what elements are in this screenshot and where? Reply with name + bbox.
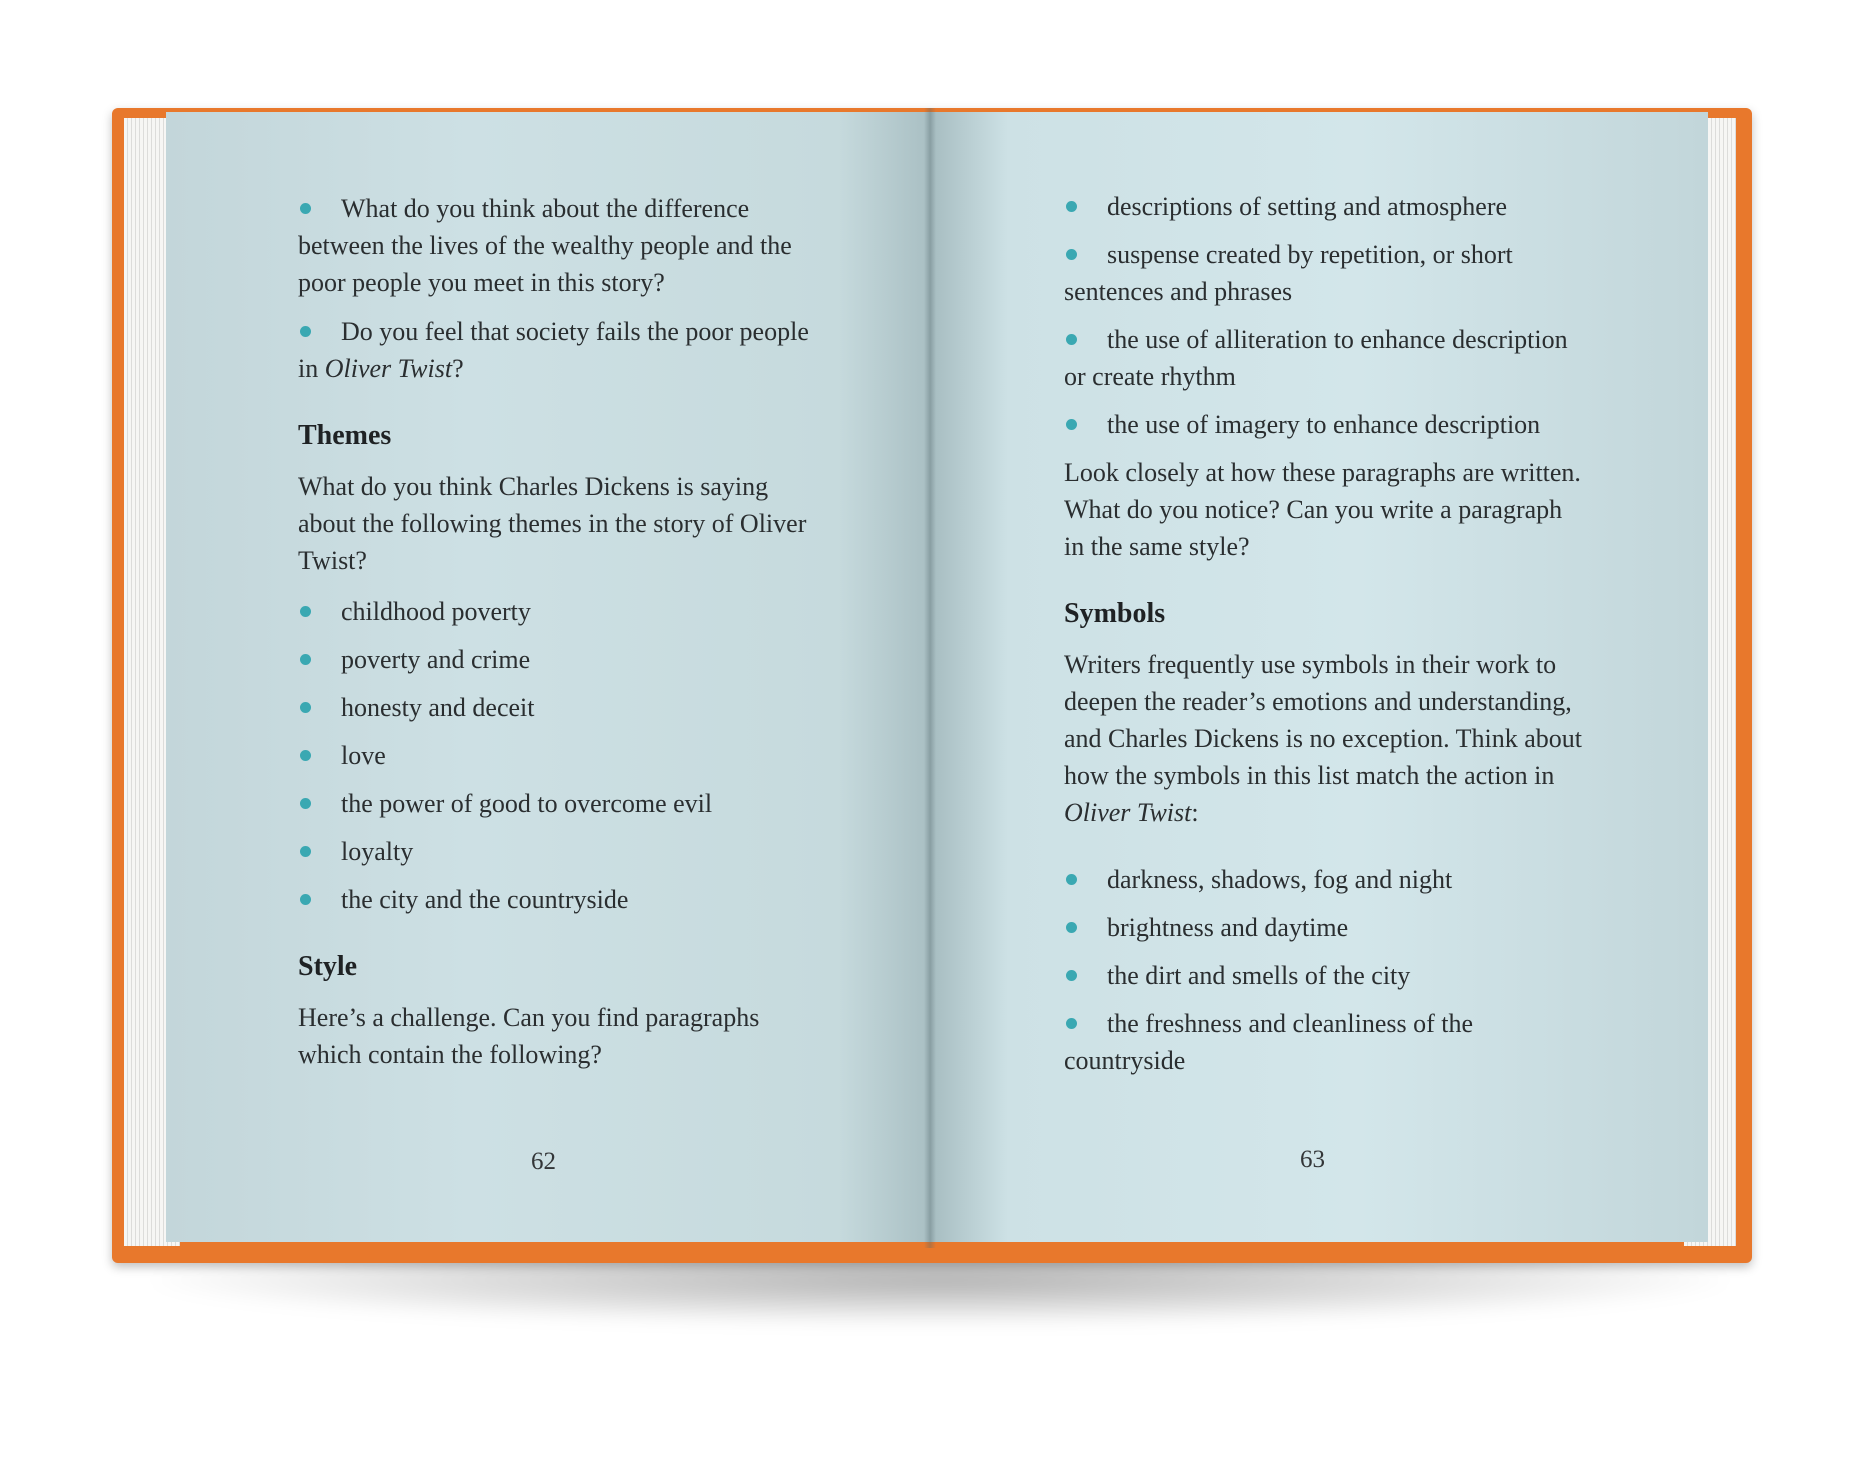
list-item: [298, 313, 818, 387]
theme-text: love: [341, 741, 386, 770]
symbol-text: the dirt and smells of the city: [1107, 961, 1411, 990]
left-page-content: [298, 190, 818, 1087]
bullet-icon: [1066, 874, 1077, 885]
bullet-text-end: ?: [452, 354, 464, 383]
list-item: [298, 785, 818, 822]
list-item: [298, 833, 818, 870]
style-followup-paragraph: Look closely at how these paragraphs are written. What do you notice? Can you write a paragraph in the same style?: [1064, 458, 1581, 561]
bullet-icon: [1066, 201, 1077, 212]
book-gutter: [924, 108, 936, 1248]
list-item: [298, 737, 818, 774]
bullet-icon: [1066, 1018, 1077, 1029]
symbol-text: brightness and daytime: [1107, 913, 1349, 942]
right-page: [930, 112, 1708, 1242]
bullet-icon: [300, 606, 311, 617]
bullet-icon: [1066, 922, 1077, 933]
list-item: [298, 881, 818, 918]
list-item: [1064, 188, 1584, 225]
list-item: [1064, 861, 1584, 898]
symbols-paragraph-end: :: [1191, 798, 1199, 827]
list-item: [298, 190, 818, 301]
theme-text: the power of good to overcome evil: [341, 789, 713, 818]
bullet-text: Do you feel that society fails the poor people in: [298, 317, 809, 383]
bullet-icon: [300, 203, 311, 214]
style-item-text: the use of alliteration to enhance description or create rhythm: [1064, 325, 1568, 391]
bullet-icon: [300, 894, 311, 905]
list-item: [1064, 321, 1584, 395]
symbols-list: [1064, 861, 1584, 1079]
bullet-icon: [1066, 249, 1077, 260]
bullet-icon: [300, 702, 311, 713]
style-item-text: the use of imagery to enhance description: [1107, 410, 1541, 439]
list-item: [1064, 406, 1584, 443]
symbol-text: the freshness and cleanliness of the countryside: [1064, 1009, 1474, 1075]
theme-text: the city and the countryside: [341, 885, 629, 914]
bullet-icon: [300, 326, 311, 337]
themes-heading: Themes: [298, 420, 392, 451]
style-list: [1064, 188, 1584, 443]
bullet-text: What do you think about the difference between the lives of the wealthy people and the poor people you meet in this story?: [298, 194, 792, 297]
themes-paragraph: What do you think Charles Dickens is saying about the following themes in the story of Oliver Twist?: [298, 472, 807, 575]
theme-text: poverty and crime: [341, 645, 531, 674]
themes-list: [298, 593, 818, 918]
bullet-icon: [1066, 970, 1077, 981]
list-item: [1064, 957, 1584, 994]
list-item: [298, 689, 818, 726]
right-page-content: [1064, 188, 1584, 1090]
theme-text: childhood poverty: [341, 597, 531, 626]
list-item: [298, 593, 818, 630]
style-paragraph: Here’s a challenge. Can you find paragraphs which contain the following?: [298, 1003, 760, 1069]
style-item-text: suspense created by repetition, or short sentences and phrases: [1064, 240, 1513, 306]
page-number-left: 62: [531, 1148, 556, 1175]
book-title: Oliver Twist: [1064, 798, 1192, 827]
style-item-text: descriptions of setting and atmosphere: [1107, 192, 1508, 221]
style-heading: Style: [298, 951, 358, 982]
theme-text: loyalty: [341, 837, 414, 866]
bullet-icon: [300, 654, 311, 665]
left-page: [166, 112, 930, 1242]
symbols-paragraph: [1064, 646, 1584, 831]
symbols-paragraph-text: Writers frequently use symbols in their work to deepen the reader’s emotions and understanding, and Charles Dickens is no exception. Think about how the symbols in this list match the action in: [1064, 650, 1582, 790]
theme-text: honesty and deceit: [341, 693, 535, 722]
page-number-right: 63: [1300, 1146, 1325, 1173]
bullet-icon: [1066, 334, 1077, 345]
bullet-icon: [300, 846, 311, 857]
bullet-icon: [1066, 419, 1077, 430]
book-title: Oliver Twist: [324, 354, 453, 383]
bullet-icon: [300, 750, 311, 761]
list-item: [1064, 236, 1584, 310]
list-item: [1064, 909, 1584, 946]
symbol-text: darkness, shadows, fog and night: [1107, 865, 1453, 894]
bullet-icon: [300, 798, 311, 809]
symbols-heading: Symbols: [1064, 598, 1166, 629]
list-item: [298, 641, 818, 678]
list-item: [1064, 1005, 1584, 1079]
